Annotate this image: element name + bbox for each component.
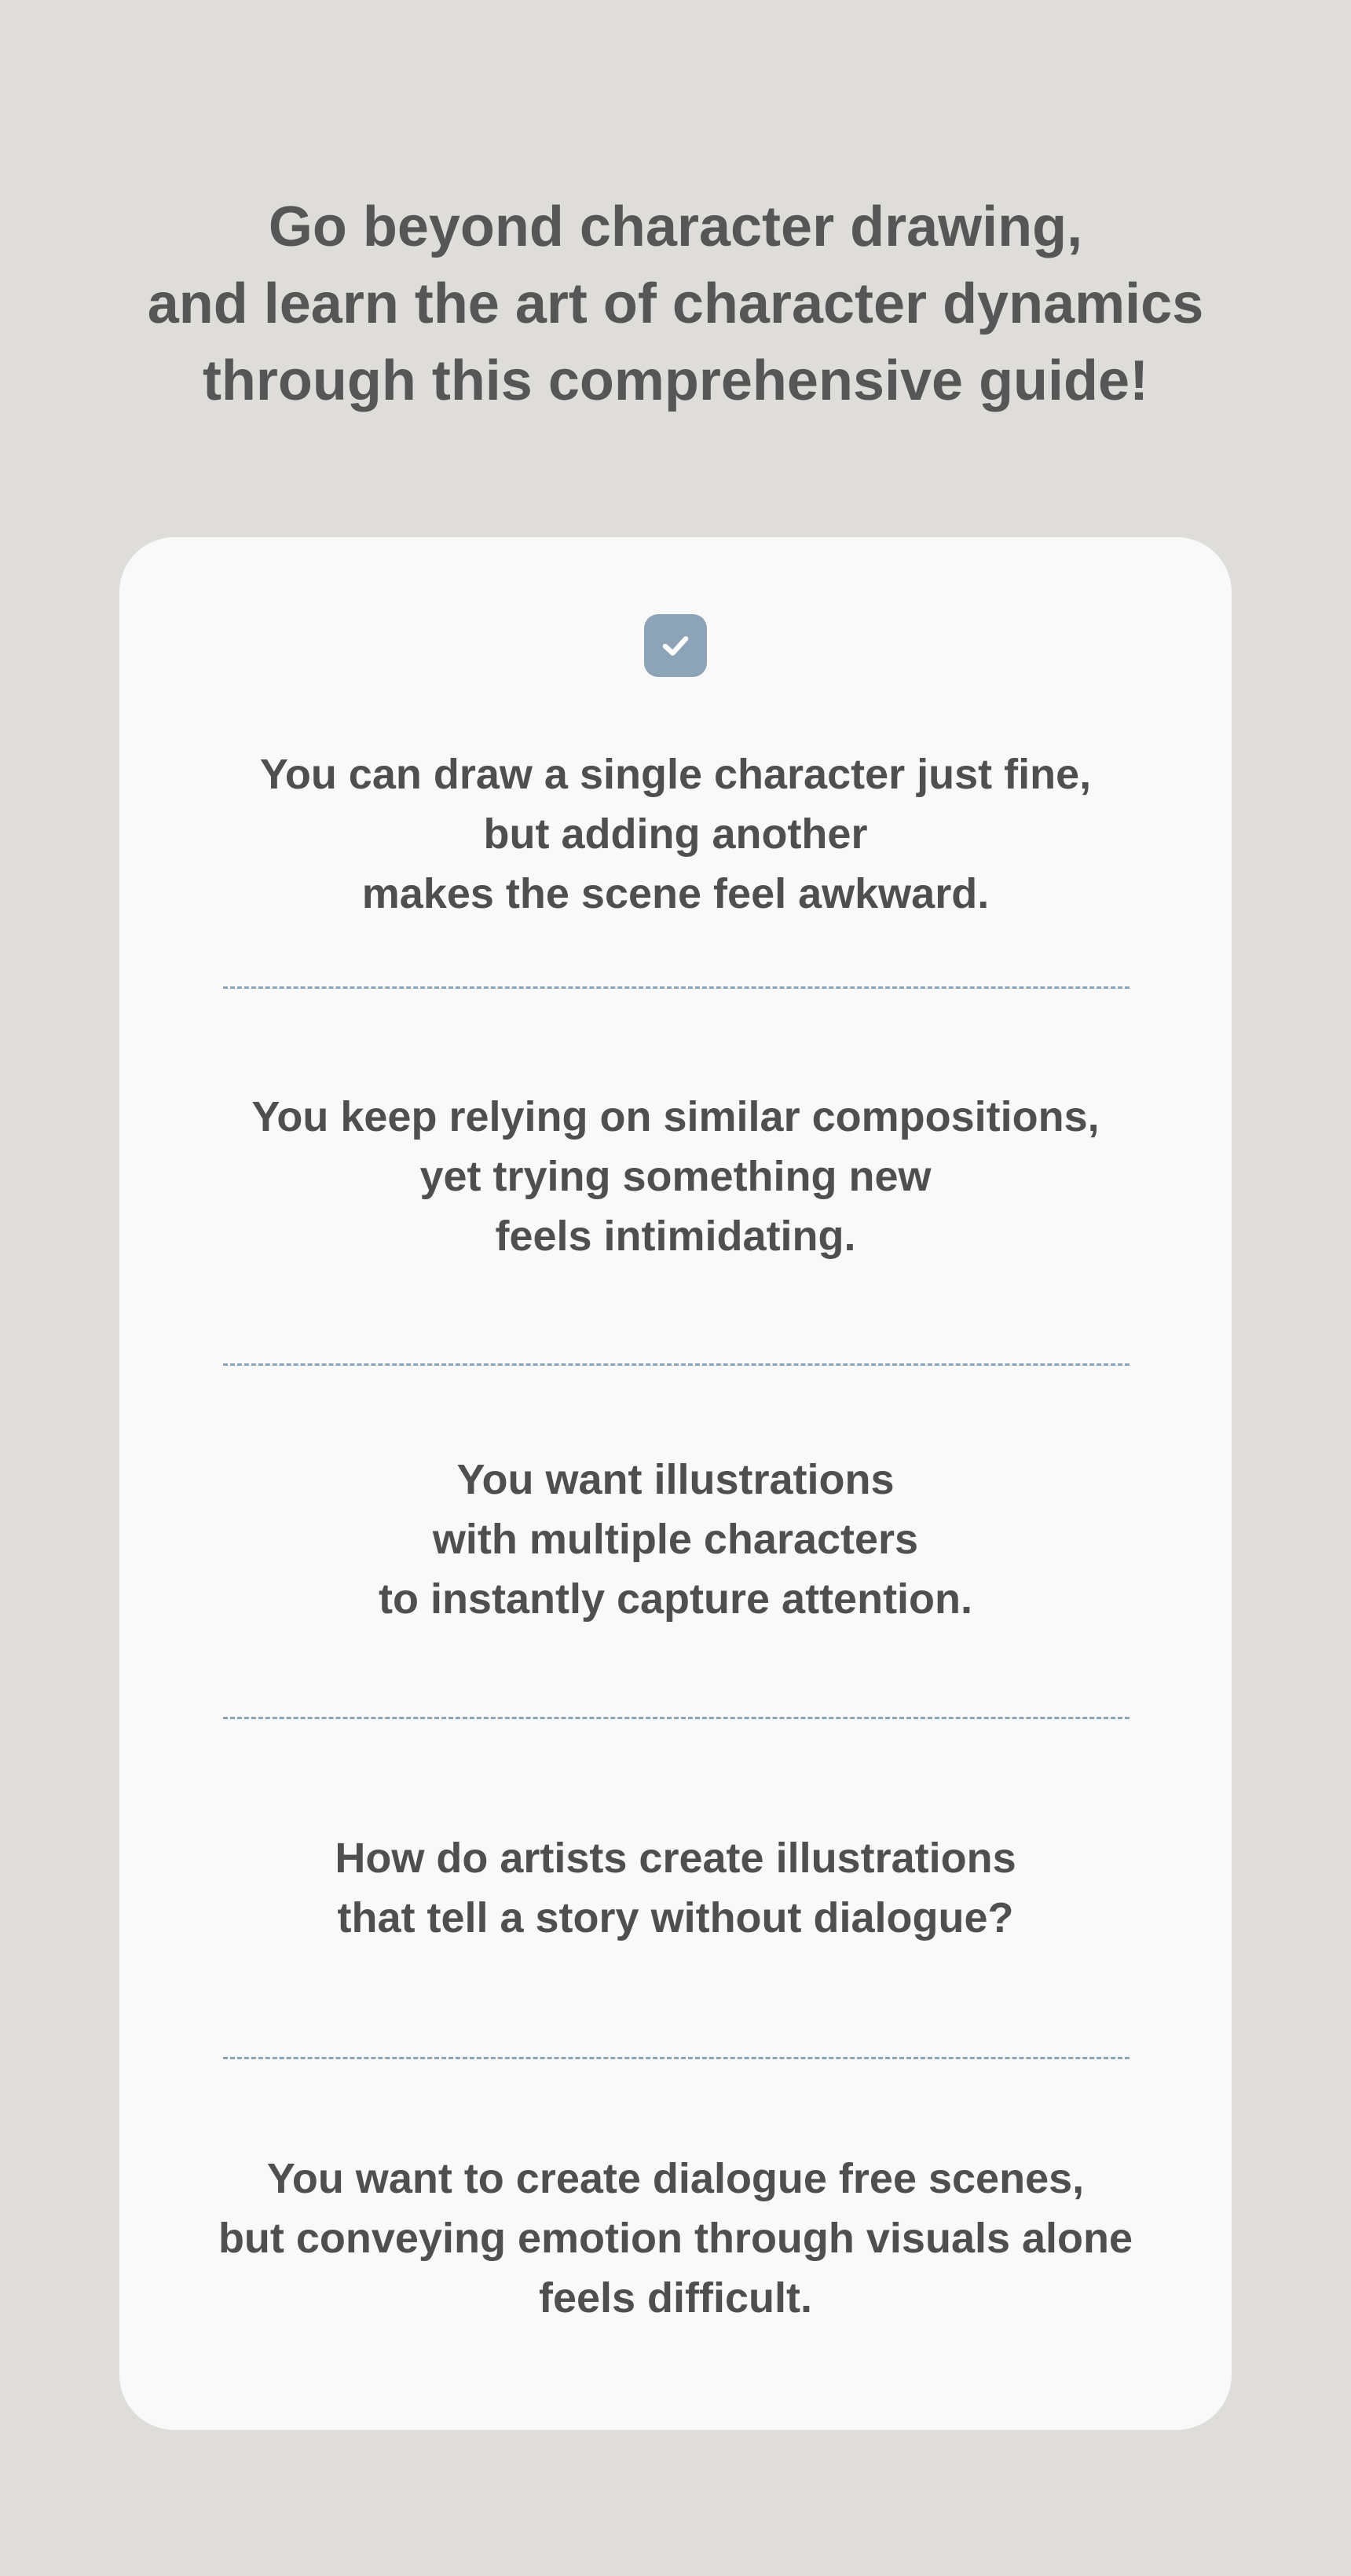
dashed-divider bbox=[223, 2057, 1129, 2059]
item-text-line: but conveying emotion through visuals alone bbox=[218, 2215, 1133, 2262]
dashed-divider bbox=[223, 986, 1129, 989]
checklist-item bbox=[119, 745, 1232, 924]
headline-line: and learn the art of character dynamics bbox=[147, 273, 1204, 335]
item-text-line: makes the scene feel awkward. bbox=[361, 870, 990, 917]
item-text-line: You can draw a single character just fine, bbox=[259, 751, 1092, 798]
headline-line: Go beyond character drawing, bbox=[268, 196, 1083, 258]
item-text-line: You want to create dialogue free scenes, bbox=[266, 2155, 1085, 2202]
headline bbox=[0, 188, 1351, 419]
checklist-item bbox=[119, 1450, 1232, 1629]
item-text-line: You keep relying on similar compositions, bbox=[251, 1093, 1100, 1140]
checklist-item bbox=[119, 1087, 1232, 1266]
headline-line: through this comprehensive guide! bbox=[202, 349, 1149, 412]
item-text-line: with multiple characters bbox=[432, 1516, 919, 1563]
item-text-line: You want illustrations bbox=[456, 1456, 895, 1503]
item-text-line: to instantly capture attention. bbox=[378, 1575, 973, 1623]
checkmark-icon bbox=[659, 629, 692, 662]
item-text-line: that tell a story without dialogue? bbox=[337, 1894, 1014, 1941]
item-text-line: How do artists create illustrations bbox=[335, 1835, 1016, 1882]
checklist-item bbox=[119, 1828, 1232, 1948]
item-text-line: feels difficult. bbox=[538, 2274, 813, 2322]
dashed-divider bbox=[223, 1717, 1129, 1719]
checkbox-badge bbox=[644, 614, 707, 677]
dashed-divider bbox=[223, 1363, 1129, 1366]
item-text-line: feels intimidating. bbox=[495, 1213, 856, 1260]
item-text-line: but adding another bbox=[483, 810, 868, 858]
checklist-item bbox=[119, 2149, 1232, 2328]
item-text-line: yet trying something new bbox=[419, 1153, 932, 1200]
